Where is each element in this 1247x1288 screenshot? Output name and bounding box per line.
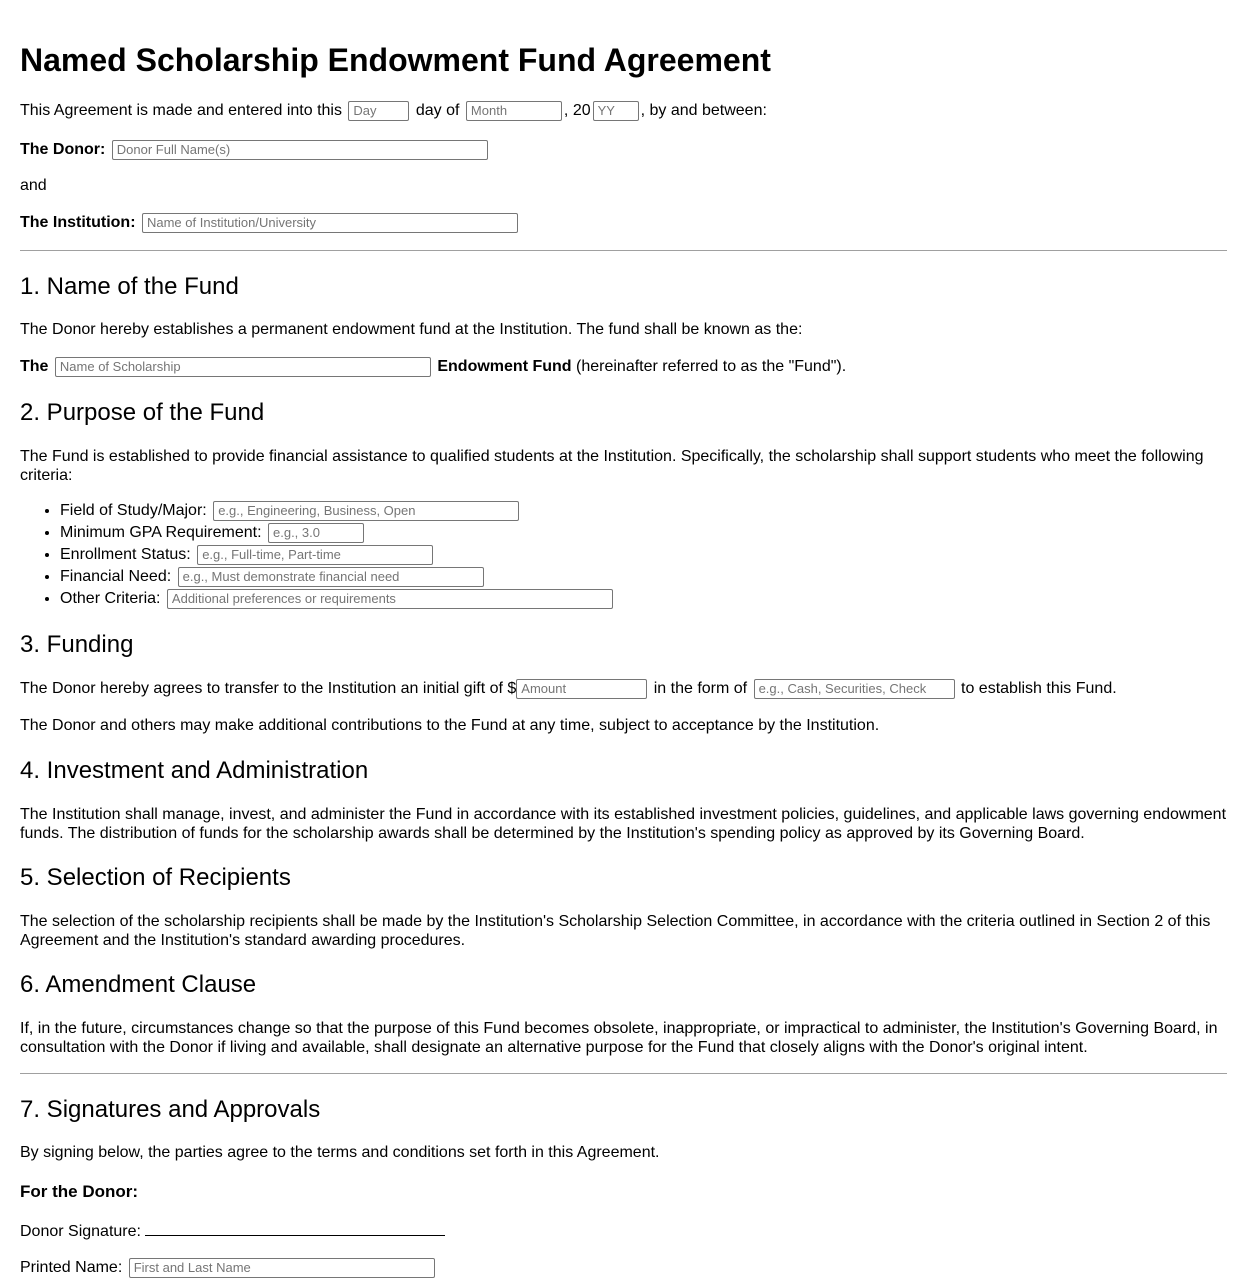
field-of-study-input[interactable] [213, 501, 519, 521]
section-6-heading: 6. Amendment Clause [20, 971, 257, 998]
funding-line [20, 678, 1117, 700]
signature-blank[interactable] [145, 1221, 445, 1236]
donor-signature-line [20, 1221, 445, 1243]
institution-line [20, 212, 520, 234]
section-4-text: The Institution shall manage, invest, and administer the Fund in accordance with its established investment policies, guidelines, and applicable laws governing endowment funds. The distribution of funds for the scholarship awards shall be determined by the Institution's spending policy as approved by its Governing Board. [20, 806, 1227, 842]
section-3-text-2: The Donor and others may make additional contributions to the Fund at any time, subject to acceptance by the Institution. [20, 717, 880, 734]
criteria-label: Enrollment Status: [60, 546, 191, 563]
endowment-fund-label: Endowment Fund [437, 358, 572, 375]
year-input[interactable] [593, 101, 639, 121]
intro-prefix: This Agreement is made and entered into this [20, 102, 342, 119]
intro-line [20, 100, 767, 122]
for-donor-heading: For the Donor: [20, 1182, 139, 1201]
financial-need-input[interactable] [178, 567, 484, 587]
list-item [60, 500, 615, 522]
page-title: Named Scholarship Endowment Fund Agreement [20, 42, 771, 78]
month-input[interactable] [466, 101, 562, 121]
the-label: The [20, 358, 49, 375]
intro-suffix: , by and between: [640, 102, 767, 119]
section-5-heading: 5. Selection of Recipients [20, 864, 291, 891]
list-item [60, 566, 615, 588]
intro-day-of: day of [415, 102, 460, 119]
printed-name-line [20, 1257, 437, 1279]
donor-signature-label: Donor Signature: [20, 1223, 141, 1240]
printed-name-label: Printed Name: [20, 1259, 123, 1276]
fund-suffix: (hereinafter referred to as the "Fund"). [576, 358, 847, 375]
section-5-text: The selection of the scholarship recipients shall be made by the Institution's Scholarship Selection Committee, in accordance with the criteria outlined in Section 2 of this Agreement and the Institution's standard awarding procedures. [20, 913, 1211, 949]
section-7-text: By signing below, the parties agree to the terms and conditions set forth in this Agreement. [20, 1144, 660, 1161]
funding-prefix: The Donor hereby agrees to transfer to the Institution an initial gift of $ [20, 680, 517, 697]
other-criteria-input[interactable] [167, 589, 613, 609]
form-of-text: in the form of [653, 680, 748, 697]
section-2-heading: 2. Purpose of the Fund [20, 399, 265, 426]
scholarship-name-input[interactable] [55, 357, 431, 377]
section-4-heading: 4. Investment and Administration [20, 757, 369, 784]
funding-suffix: to establish this Fund. [961, 680, 1117, 697]
donor-name-input[interactable] [112, 140, 488, 160]
day-input[interactable] [348, 101, 409, 121]
section-6-text: If, in the future, circumstances change so that the purpose of this Fund becomes obsolete, inappropriate, or impractical to administer, the Institution's Governing Board, in consultation with the Donor if living and available, shall designate an alternative purpose for the Fund that closely aligns with the Donor's original intent. [20, 1020, 1218, 1056]
institution-label: The Institution: [20, 214, 136, 231]
gpa-input[interactable] [268, 523, 364, 543]
enrollment-status-input[interactable] [197, 545, 433, 565]
section-1-text: The Donor hereby establishes a permanent endowment fund at the Institution. The fund shall be known as the: [20, 321, 803, 338]
criteria-label: Other Criteria: [60, 590, 161, 607]
list-item [60, 588, 615, 610]
section-1-heading: 1. Name of the Fund [20, 273, 239, 300]
list-item [60, 544, 615, 566]
section-3-heading: 3. Funding [20, 631, 134, 658]
divider [20, 1073, 1227, 1074]
intro-year-prefix: , 20 [563, 102, 591, 119]
amount-input[interactable] [516, 679, 647, 699]
section-7-heading: 7. Signatures and Approvals [20, 1096, 321, 1123]
gift-form-input[interactable] [754, 679, 955, 699]
criteria-label: Field of Study/Major: [60, 502, 207, 519]
donor-label: The Donor: [20, 141, 106, 158]
donor-line [20, 139, 490, 161]
and-text: and [20, 177, 47, 194]
divider [20, 250, 1227, 251]
fund-name-line [20, 356, 846, 378]
printed-name-input[interactable] [129, 1258, 435, 1278]
criteria-label: Financial Need: [60, 568, 172, 585]
list-item [60, 522, 615, 544]
criteria-list [20, 500, 615, 610]
section-2-text: The Fund is established to provide financial assistance to qualified students at the Institution. Specifically, the scholarship shall support students who meet the following criteria: [20, 448, 1204, 484]
criteria-label: Minimum GPA Requirement: [60, 524, 262, 541]
institution-name-input[interactable] [142, 213, 518, 233]
